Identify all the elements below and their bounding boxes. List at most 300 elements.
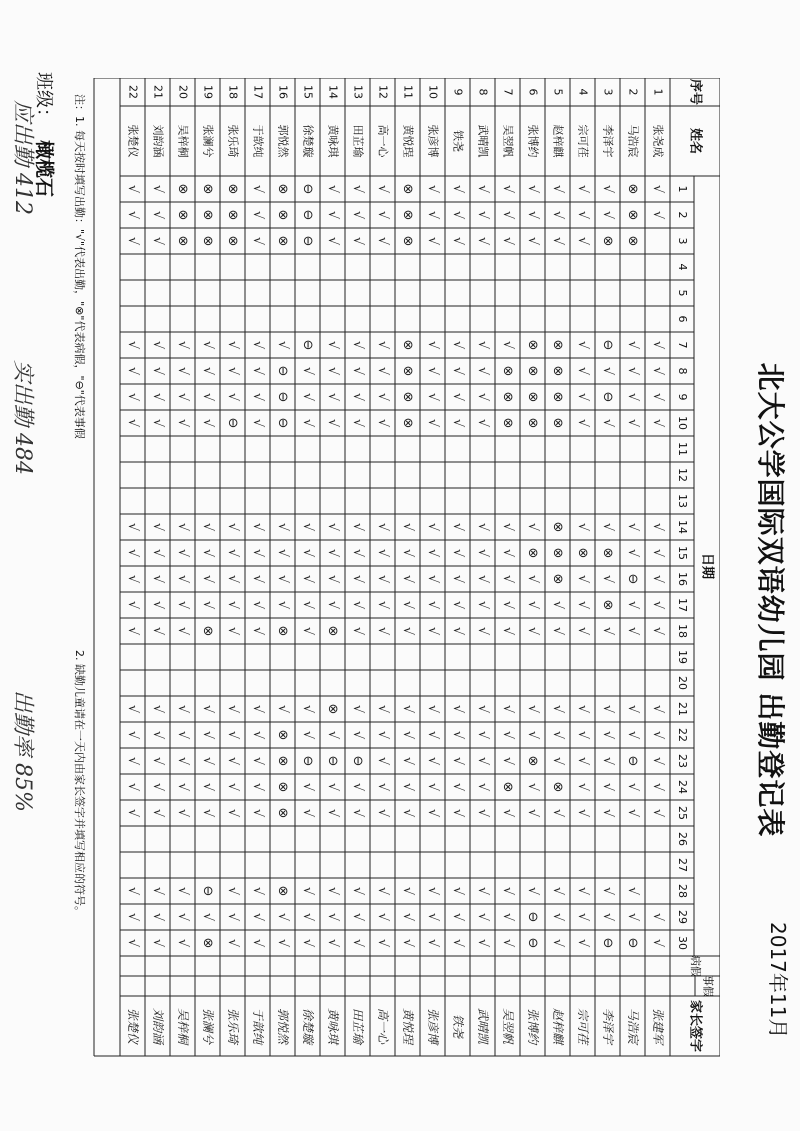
present-mark: √ bbox=[375, 704, 390, 714]
present-mark: √ bbox=[325, 210, 340, 220]
present-mark: √ bbox=[225, 938, 240, 948]
row-serial: 17 bbox=[251, 85, 265, 99]
day-header: 29 bbox=[676, 910, 689, 924]
present-mark: √ bbox=[325, 600, 340, 610]
present-mark: √ bbox=[150, 886, 165, 896]
present-mark: √ bbox=[125, 808, 140, 818]
personal-leave-mark: ⊖ bbox=[625, 755, 640, 767]
present-mark: √ bbox=[600, 808, 615, 818]
day-header: 13 bbox=[676, 494, 689, 508]
present-mark: √ bbox=[475, 782, 490, 792]
personal-leave-mark: ⊖ bbox=[625, 937, 640, 949]
row-serial: 15 bbox=[301, 85, 315, 99]
day-header: 26 bbox=[676, 832, 689, 846]
present-mark: √ bbox=[350, 782, 365, 792]
present-mark: √ bbox=[350, 938, 365, 948]
sick-mark: ⊗ bbox=[400, 391, 415, 403]
date-header: 日期 bbox=[699, 552, 715, 580]
present-mark: √ bbox=[425, 574, 440, 584]
present-mark: √ bbox=[275, 938, 290, 948]
row-name: 黄咏琪 bbox=[326, 124, 340, 158]
present-mark: √ bbox=[575, 808, 590, 818]
sick-mark: ⊗ bbox=[550, 547, 565, 559]
present-mark: √ bbox=[375, 574, 390, 584]
present-mark: √ bbox=[475, 886, 490, 896]
present-mark: √ bbox=[350, 548, 365, 558]
present-mark: √ bbox=[125, 626, 140, 636]
present-mark: √ bbox=[225, 886, 240, 896]
present-mark: √ bbox=[150, 938, 165, 948]
day-header: 19 bbox=[676, 650, 689, 664]
day-header: 17 bbox=[676, 598, 689, 612]
present-mark: √ bbox=[425, 184, 440, 194]
day-header: 6 bbox=[676, 315, 689, 323]
present-mark: √ bbox=[500, 236, 515, 246]
row-serial: 19 bbox=[201, 85, 215, 99]
present-mark: √ bbox=[125, 886, 140, 896]
row-name: 马浩宸 bbox=[626, 124, 640, 158]
present-mark: √ bbox=[650, 808, 665, 818]
present-mark: √ bbox=[375, 756, 390, 766]
present-mark: √ bbox=[550, 600, 565, 610]
present-mark: √ bbox=[300, 600, 315, 610]
present-mark: √ bbox=[350, 522, 365, 532]
present-mark: √ bbox=[425, 626, 440, 636]
present-mark: √ bbox=[325, 548, 340, 558]
present-mark: √ bbox=[525, 626, 540, 636]
present-mark: √ bbox=[625, 626, 640, 636]
note-line-2: 2. 缺勤儿童请在一天内由家长签字并填写相应的符号。 bbox=[73, 650, 86, 917]
day-header: 10 bbox=[676, 416, 689, 430]
sick-mark: ⊗ bbox=[275, 183, 290, 195]
present-mark: √ bbox=[375, 184, 390, 194]
personal-leave-mark: ⊖ bbox=[300, 183, 315, 195]
present-mark: √ bbox=[575, 600, 590, 610]
present-mark: √ bbox=[200, 808, 215, 818]
present-mark: √ bbox=[125, 600, 140, 610]
present-mark: √ bbox=[125, 756, 140, 766]
personal-leave-mark: ⊖ bbox=[300, 235, 315, 247]
present-mark: √ bbox=[550, 210, 565, 220]
row-signature: 黄悦珵 bbox=[401, 1007, 415, 1045]
present-mark: √ bbox=[575, 782, 590, 792]
parent-signature-header: 家长签字 bbox=[687, 999, 703, 1053]
present-mark: √ bbox=[200, 912, 215, 922]
present-mark: √ bbox=[300, 574, 315, 584]
sick-mark: ⊗ bbox=[200, 235, 215, 247]
day-header: 22 bbox=[676, 728, 689, 742]
present-mark: √ bbox=[575, 704, 590, 714]
row-signature: 赵梓麒 bbox=[551, 1007, 565, 1045]
day-header: 14 bbox=[676, 520, 689, 534]
present-mark: √ bbox=[475, 340, 490, 350]
sick-mark: ⊗ bbox=[525, 417, 540, 429]
present-mark: √ bbox=[325, 912, 340, 922]
present-mark: √ bbox=[400, 886, 415, 896]
present-mark: √ bbox=[350, 366, 365, 376]
present-mark: √ bbox=[325, 574, 340, 584]
present-mark: √ bbox=[425, 522, 440, 532]
row-serial: 6 bbox=[526, 88, 540, 96]
present-mark: √ bbox=[225, 340, 240, 350]
sick-mark: ⊗ bbox=[550, 573, 565, 585]
present-mark: √ bbox=[425, 912, 440, 922]
present-mark: √ bbox=[425, 938, 440, 948]
present-mark: √ bbox=[625, 548, 640, 558]
present-mark: √ bbox=[275, 600, 290, 610]
day-header: 2 bbox=[676, 211, 689, 219]
present-mark: √ bbox=[325, 340, 340, 350]
present-mark: √ bbox=[500, 522, 515, 532]
present-mark: √ bbox=[300, 782, 315, 792]
present-mark: √ bbox=[425, 236, 440, 246]
present-mark: √ bbox=[300, 704, 315, 714]
present-mark: √ bbox=[650, 782, 665, 792]
day-header: 3 bbox=[676, 237, 689, 245]
day-header: 9 bbox=[676, 393, 689, 401]
present-mark: √ bbox=[175, 418, 190, 428]
day-header: 30 bbox=[676, 936, 689, 950]
present-mark: √ bbox=[625, 366, 640, 376]
present-mark: √ bbox=[325, 184, 340, 194]
present-mark: √ bbox=[500, 730, 515, 740]
present-mark: √ bbox=[175, 366, 190, 376]
present-mark: √ bbox=[650, 548, 665, 558]
present-mark: √ bbox=[575, 912, 590, 922]
present-mark: √ bbox=[500, 574, 515, 584]
sick-mark: ⊗ bbox=[400, 183, 415, 195]
row-signature: 张澜兮 bbox=[201, 1007, 215, 1045]
present-mark: √ bbox=[650, 366, 665, 376]
row-serial: 20 bbox=[176, 85, 190, 99]
present-mark: √ bbox=[450, 574, 465, 584]
present-mark: √ bbox=[575, 756, 590, 766]
present-mark: √ bbox=[525, 574, 540, 584]
class-label: 班级： bbox=[33, 72, 54, 126]
handwritten-rate: 出勤率 85% bbox=[10, 690, 35, 812]
present-mark: √ bbox=[575, 210, 590, 220]
present-mark: √ bbox=[600, 704, 615, 714]
present-mark: √ bbox=[250, 184, 265, 194]
present-mark: √ bbox=[475, 210, 490, 220]
sick-mark: ⊗ bbox=[200, 937, 215, 949]
day-header: 8 bbox=[676, 367, 689, 375]
handwritten-actual-attend: 实出勤 484 bbox=[10, 360, 35, 475]
present-mark: √ bbox=[150, 808, 165, 818]
present-mark: √ bbox=[575, 340, 590, 350]
present-mark: √ bbox=[425, 210, 440, 220]
present-mark: √ bbox=[425, 730, 440, 740]
present-mark: √ bbox=[425, 704, 440, 714]
day-header: 5 bbox=[676, 289, 689, 297]
present-mark: √ bbox=[375, 730, 390, 740]
present-mark: √ bbox=[175, 912, 190, 922]
present-mark: √ bbox=[300, 548, 315, 558]
present-mark: √ bbox=[650, 912, 665, 922]
present-mark: √ bbox=[425, 392, 440, 402]
present-mark: √ bbox=[525, 886, 540, 896]
present-mark: √ bbox=[325, 392, 340, 402]
present-mark: √ bbox=[525, 600, 540, 610]
present-mark: √ bbox=[500, 626, 515, 636]
present-mark: √ bbox=[225, 392, 240, 402]
present-mark: √ bbox=[350, 236, 365, 246]
present-mark: √ bbox=[400, 704, 415, 714]
present-mark: √ bbox=[200, 756, 215, 766]
row-serial: 22 bbox=[126, 85, 140, 99]
personal-leave-mark: ⊖ bbox=[200, 885, 215, 897]
present-mark: √ bbox=[600, 210, 615, 220]
present-mark: √ bbox=[300, 626, 315, 636]
row-name: 张博约 bbox=[526, 124, 540, 158]
present-mark: √ bbox=[150, 392, 165, 402]
sick-mark: ⊗ bbox=[275, 235, 290, 247]
present-mark: √ bbox=[400, 808, 415, 818]
row-signature: 武晴凯 bbox=[476, 1007, 490, 1045]
present-mark: √ bbox=[525, 210, 540, 220]
row-signature: 铁尧 bbox=[451, 1013, 465, 1039]
present-mark: √ bbox=[650, 626, 665, 636]
present-mark: √ bbox=[125, 184, 140, 194]
sick-mark: ⊗ bbox=[500, 417, 515, 429]
present-mark: √ bbox=[225, 600, 240, 610]
row-name: 刘韵涵 bbox=[151, 124, 165, 158]
present-mark: √ bbox=[250, 782, 265, 792]
present-mark: √ bbox=[250, 756, 265, 766]
present-mark: √ bbox=[150, 236, 165, 246]
present-mark: √ bbox=[175, 938, 190, 948]
sick-mark: ⊗ bbox=[600, 547, 615, 559]
personal-leave-mark: ⊖ bbox=[225, 417, 240, 429]
present-mark: √ bbox=[375, 210, 390, 220]
personal-leave-mark: ⊖ bbox=[525, 937, 540, 949]
sick-mark: ⊗ bbox=[200, 209, 215, 221]
personal-leave-mark: ⊖ bbox=[300, 209, 315, 221]
present-mark: √ bbox=[400, 756, 415, 766]
present-mark: √ bbox=[525, 730, 540, 740]
row-signature: 李泽宇 bbox=[601, 1007, 615, 1045]
present-mark: √ bbox=[125, 782, 140, 792]
sick-mark: ⊗ bbox=[400, 235, 415, 247]
present-mark: √ bbox=[425, 756, 440, 766]
present-mark: √ bbox=[275, 704, 290, 714]
present-mark: √ bbox=[225, 912, 240, 922]
present-mark: √ bbox=[650, 730, 665, 740]
row-serial: 4 bbox=[576, 88, 590, 96]
sick-mark: ⊗ bbox=[525, 755, 540, 767]
present-mark: √ bbox=[475, 704, 490, 714]
present-mark: √ bbox=[300, 522, 315, 532]
present-mark: √ bbox=[500, 210, 515, 220]
present-mark: √ bbox=[600, 418, 615, 428]
day-header: 7 bbox=[676, 341, 689, 349]
row-signature: 张彦博 bbox=[426, 1007, 440, 1045]
present-mark: √ bbox=[600, 782, 615, 792]
row-name: 高一心 bbox=[376, 124, 390, 158]
present-mark: √ bbox=[625, 418, 640, 428]
present-mark: √ bbox=[525, 522, 540, 532]
day-header: 12 bbox=[676, 468, 689, 482]
present-mark: √ bbox=[450, 782, 465, 792]
present-mark: √ bbox=[225, 366, 240, 376]
present-mark: √ bbox=[300, 418, 315, 428]
present-mark: √ bbox=[125, 522, 140, 532]
row-name: 赵梓麒 bbox=[551, 124, 565, 158]
day-header: 24 bbox=[676, 780, 689, 794]
present-mark: √ bbox=[200, 600, 215, 610]
present-mark: √ bbox=[275, 548, 290, 558]
sick-mark: ⊗ bbox=[550, 339, 565, 351]
present-mark: √ bbox=[250, 522, 265, 532]
present-mark: √ bbox=[550, 912, 565, 922]
present-mark: √ bbox=[550, 236, 565, 246]
present-mark: √ bbox=[150, 574, 165, 584]
sick-mark: ⊗ bbox=[275, 755, 290, 767]
present-mark: √ bbox=[475, 626, 490, 636]
row-serial: 5 bbox=[551, 88, 565, 96]
row-name: 黄悦珵 bbox=[401, 124, 415, 158]
present-mark: √ bbox=[200, 730, 215, 740]
present-mark: √ bbox=[325, 886, 340, 896]
present-mark: √ bbox=[375, 340, 390, 350]
sick-mark: ⊗ bbox=[275, 625, 290, 637]
row-signature: 刘韵涵 bbox=[151, 1007, 165, 1045]
present-mark: √ bbox=[325, 418, 340, 428]
row-serial: 11 bbox=[401, 85, 415, 99]
present-mark: √ bbox=[175, 886, 190, 896]
present-mark: √ bbox=[450, 600, 465, 610]
present-mark: √ bbox=[625, 808, 640, 818]
day-header: 23 bbox=[676, 754, 689, 768]
present-mark: √ bbox=[250, 626, 265, 636]
present-mark: √ bbox=[350, 730, 365, 740]
present-mark: √ bbox=[325, 938, 340, 948]
present-mark: √ bbox=[450, 808, 465, 818]
present-mark: √ bbox=[625, 600, 640, 610]
present-mark: √ bbox=[175, 626, 190, 636]
sick-mark: ⊗ bbox=[325, 703, 340, 715]
row-name: 吴梓桐 bbox=[176, 124, 190, 158]
present-mark: √ bbox=[475, 236, 490, 246]
present-mark: √ bbox=[425, 886, 440, 896]
row-name: 铁尧 bbox=[451, 130, 465, 152]
present-mark: √ bbox=[200, 574, 215, 584]
present-mark: √ bbox=[275, 912, 290, 922]
sick-mark: ⊗ bbox=[550, 781, 565, 793]
present-mark: √ bbox=[125, 574, 140, 584]
present-mark: √ bbox=[375, 808, 390, 818]
present-mark: √ bbox=[475, 912, 490, 922]
present-mark: √ bbox=[400, 730, 415, 740]
present-mark: √ bbox=[150, 548, 165, 558]
present-mark: √ bbox=[525, 782, 540, 792]
present-mark: √ bbox=[500, 340, 515, 350]
day-header: 25 bbox=[676, 806, 689, 820]
present-mark: √ bbox=[450, 184, 465, 194]
sick-mark: ⊗ bbox=[175, 209, 190, 221]
sick-mark: ⊗ bbox=[275, 885, 290, 897]
handwritten-should-attend: 应出勤 412 bbox=[10, 100, 35, 215]
day-header: 28 bbox=[676, 884, 689, 898]
present-mark: √ bbox=[550, 626, 565, 636]
present-mark: √ bbox=[350, 912, 365, 922]
present-mark: √ bbox=[450, 626, 465, 636]
present-mark: √ bbox=[425, 548, 440, 558]
sick-mark: ⊗ bbox=[525, 339, 540, 351]
row-name: 宗可荏 bbox=[576, 124, 590, 158]
present-mark: √ bbox=[600, 912, 615, 922]
present-mark: √ bbox=[450, 418, 465, 428]
present-mark: √ bbox=[225, 756, 240, 766]
sick-mark: ⊗ bbox=[525, 365, 540, 377]
sick-mark: ⊗ bbox=[400, 339, 415, 351]
row-signature: 徐楚璇 bbox=[301, 1007, 315, 1045]
present-mark: √ bbox=[225, 574, 240, 584]
present-mark: √ bbox=[325, 366, 340, 376]
present-mark: √ bbox=[250, 912, 265, 922]
sick-mark: ⊗ bbox=[275, 209, 290, 221]
present-mark: √ bbox=[200, 782, 215, 792]
present-mark: √ bbox=[575, 366, 590, 376]
present-mark: √ bbox=[175, 730, 190, 740]
row-signature: 吴翌帆 bbox=[501, 1007, 515, 1045]
sick-mark: ⊗ bbox=[175, 235, 190, 247]
present-mark: √ bbox=[200, 548, 215, 558]
present-mark: √ bbox=[350, 704, 365, 714]
present-mark: √ bbox=[650, 938, 665, 948]
row-name: 张彦博 bbox=[426, 124, 440, 158]
present-mark: √ bbox=[325, 730, 340, 740]
present-mark: √ bbox=[425, 366, 440, 376]
present-mark: √ bbox=[625, 704, 640, 714]
present-mark: √ bbox=[150, 418, 165, 428]
present-mark: √ bbox=[525, 808, 540, 818]
present-mark: √ bbox=[575, 418, 590, 428]
present-mark: √ bbox=[250, 704, 265, 714]
present-mark: √ bbox=[600, 184, 615, 194]
present-mark: √ bbox=[175, 756, 190, 766]
present-mark: √ bbox=[475, 522, 490, 532]
present-mark: √ bbox=[450, 730, 465, 740]
row-signature: 田芷瑜 bbox=[351, 1007, 365, 1045]
present-mark: √ bbox=[425, 782, 440, 792]
personal-leave-mark: ⊖ bbox=[275, 417, 290, 429]
present-mark: √ bbox=[225, 522, 240, 532]
sick-leave-header: 病假 bbox=[689, 955, 702, 977]
present-mark: √ bbox=[250, 236, 265, 246]
present-mark: √ bbox=[125, 210, 140, 220]
present-mark: √ bbox=[150, 600, 165, 610]
present-mark: √ bbox=[150, 366, 165, 376]
present-mark: √ bbox=[450, 340, 465, 350]
present-mark: √ bbox=[125, 392, 140, 402]
row-name: 张楚仪 bbox=[126, 124, 140, 158]
note-line-1: 注：1. 每天按时填写出勤："√"代表出勤，"⊗"代表病假，"⊖"代表事假 bbox=[73, 94, 86, 439]
sick-mark: ⊗ bbox=[175, 183, 190, 195]
present-mark: √ bbox=[400, 626, 415, 636]
present-mark: √ bbox=[425, 418, 440, 428]
present-mark: √ bbox=[650, 392, 665, 402]
present-mark: √ bbox=[275, 340, 290, 350]
row-signature: 黄咏琪 bbox=[326, 1007, 340, 1045]
present-mark: √ bbox=[250, 210, 265, 220]
present-mark: √ bbox=[650, 340, 665, 350]
personal-leave-mark: ⊖ bbox=[275, 365, 290, 377]
row-signature: 宗可荏 bbox=[576, 1007, 590, 1045]
present-mark: √ bbox=[650, 600, 665, 610]
present-mark: √ bbox=[475, 184, 490, 194]
sick-mark: ⊗ bbox=[200, 183, 215, 195]
